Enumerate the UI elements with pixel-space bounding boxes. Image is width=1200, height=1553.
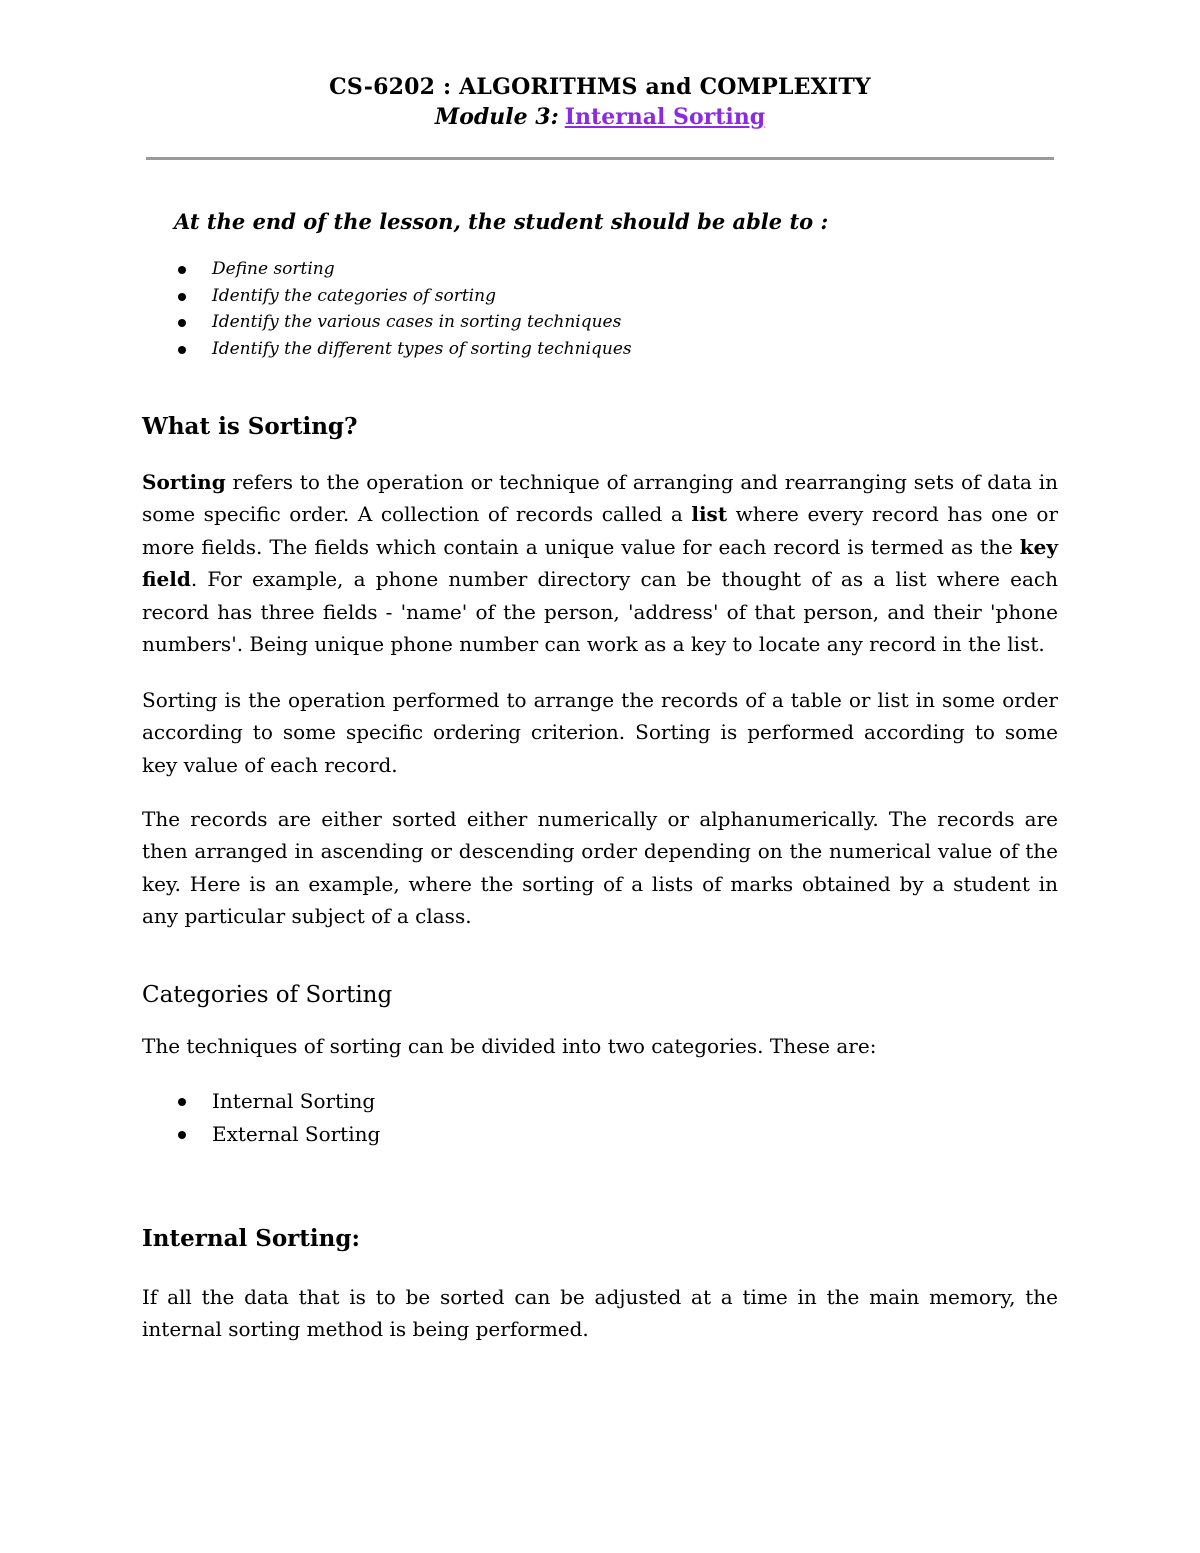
categories-intro: The techniques of sorting can be divided into two categories. These are:: [142, 1034, 877, 1058]
list-item-text: Define sorting: [212, 259, 335, 279]
objectives-heading: At the end of the lesson, the student should be able to :: [174, 209, 829, 234]
sorting-definition-paragraph: [142, 466, 1058, 660]
paragraph-text: where every record has one or more fields. The fields which contain a unique value for each record is termed as the: [142, 502, 1059, 559]
list-item-text: Identify the different types of sorting techniques: [212, 338, 632, 359]
objectives-list: [174, 256, 632, 362]
list-item: [174, 1085, 380, 1118]
term-sorting: Sorting: [142, 470, 226, 494]
what-is-sorting-heading: What is Sorting?: [142, 413, 358, 440]
course-title: CS-6202 : ALGORITHMS and COMPLEXITY: [329, 74, 871, 100]
paragraph-text: refers to the operation or technique of arranging and rearranging sets of data in some specific order. A collection of records called a: [142, 470, 1058, 527]
module-line: [0, 102, 1200, 133]
term-list: list: [691, 502, 728, 527]
sorting-operation-paragraph: Sorting is the operation performed to arrange the records of a table or list in some order according to some specific ordering criterion. Sorting is performed according to some key value of each record.: [142, 688, 1058, 777]
bullet-icon: [178, 346, 186, 354]
bullet-icon: [178, 1098, 186, 1106]
categories-list: [174, 1085, 380, 1150]
term-key-field: key field: [142, 534, 1058, 592]
list-item-text: Internal Sorting: [212, 1089, 376, 1113]
paragraph-text: . For example, a phone number directory can be thought of as a list where each record has three fields - 'name' of the person, 'address' of that person, and their 'phone numbers'. Being unique phone number can work as a key to locate any record in the list.: [142, 567, 1058, 657]
sorting-records-paragraph: The records are either sorted either numerically or alphanumerically. The records are then arranged in ascending or descending order depending on the numerical value of the key. Here is an example, where the sorting of a lists of marks obtained by a student in any particular subject of a class.: [142, 807, 1058, 929]
categories-heading: Categories of Sorting: [142, 982, 393, 1008]
document-header: [0, 72, 1200, 133]
list-item: [174, 256, 632, 283]
bullet-icon: [178, 293, 186, 301]
internal-sorting-heading: Internal Sorting:: [142, 1225, 360, 1252]
list-item-text: Identify the various cases in sorting techniques: [212, 312, 622, 332]
module-label: Module 3:: [434, 104, 559, 130]
list-item: [174, 1118, 380, 1151]
list-item-text: Identify the categories of sorting: [212, 285, 496, 306]
list-item: [174, 283, 632, 310]
list-item: [174, 336, 632, 363]
module-topic-link[interactable]: Internal Sorting: [564, 104, 766, 130]
bullet-icon: [178, 266, 186, 274]
internal-sorting-paragraph: If all the data that is to be sorted can be adjusted at a time in the main memory, the internal sorting method is being performed.: [142, 1285, 1058, 1342]
list-item-text: External Sorting: [212, 1121, 381, 1146]
header-divider: [146, 157, 1054, 160]
list-item: [174, 309, 632, 336]
bullet-icon: [178, 1131, 186, 1139]
bullet-icon: [178, 319, 186, 327]
